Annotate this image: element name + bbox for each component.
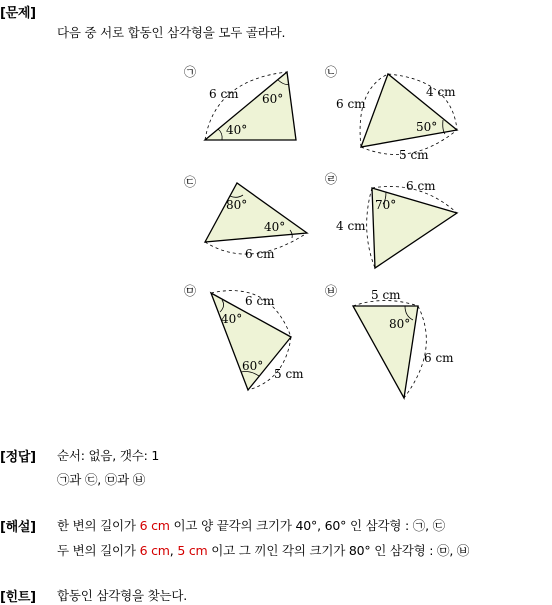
figure-d (325, 172, 457, 268)
figure-d-marker: ㉣ (325, 172, 338, 186)
hint-label: [힌트] (0, 590, 36, 605)
figure-f-label-right: 6 cm (424, 351, 454, 365)
figure-c-label-top-angle: 80° (226, 198, 248, 212)
figure-f-marker: ㉥ (325, 284, 338, 298)
figure-e-label-bottom-angle: 60° (242, 359, 264, 373)
explanation-label: [해설] (0, 520, 36, 535)
explanation-line-2-pre: 두 변의 길이가 (57, 543, 140, 558)
figure-c-label-bottom: 6 cm (245, 247, 275, 261)
figure-f-label-top: 5 cm (371, 288, 401, 302)
figure-e-label-right: 5 cm (274, 367, 304, 381)
figure-d-label-left: 4 cm (336, 219, 366, 233)
explanation-line-1-length: 6 cm (139, 518, 170, 533)
figure-c-label-right-angle: 40° (264, 220, 286, 234)
explanation-line-2-post: 이고 그 끼인 각의 크기가 80° 인 삼각형 : ㉤, ㉥ (207, 543, 470, 558)
figure-a-label-top-angle: 60° (262, 92, 284, 106)
problem-label: [문제] (0, 6, 36, 21)
figure-b-label-left: 6 cm (336, 97, 366, 111)
figure-e (184, 284, 304, 390)
figure-e-label-top-angle: 40° (221, 312, 243, 326)
explanation-line-2-length-1: 6 cm (139, 543, 170, 558)
figure-d-label-top: 6 cm (406, 179, 436, 193)
figure-c (184, 175, 307, 261)
explanation-line-1 (57, 516, 445, 534)
explanation-line-1-post: 이고 양 끝각의 크기가 40°, 60° 인 삼각형 : ㉠, ㉢ (169, 518, 445, 533)
figure-b (325, 65, 457, 162)
figure-b-label-angle: 50° (416, 120, 438, 134)
explanation-line-2 (57, 541, 469, 559)
figure-b-marker: ㉡ (325, 65, 338, 79)
answer-label: [정답] (0, 450, 36, 465)
figure-a (184, 65, 296, 140)
explanation-line-2-length-2: 5 cm (177, 543, 208, 558)
figure-a-marker: ㉠ (184, 65, 197, 79)
figure-f (325, 284, 454, 398)
problem-text: 다음 중 서로 합동인 삼각형을 모두 골라라. (57, 25, 286, 40)
figure-a-label-side: 6 cm (209, 87, 239, 101)
figure-f-label-angle: 80° (389, 317, 411, 331)
hint-text: 합동인 삼각형을 찾는다. (57, 588, 188, 603)
answer-line-1: 순서: 없음, 갯수: 1 (57, 448, 160, 463)
figure-d-label-angle: 70° (375, 198, 397, 212)
explanation-line-1-pre: 한 변의 길이가 (57, 518, 140, 533)
figure-a-label-left-angle: 40° (226, 123, 248, 137)
figure-e-marker: ㉤ (184, 284, 197, 298)
explanation-line-2-mid: , (169, 543, 178, 558)
figure-b-label-right: 4 cm (426, 85, 456, 99)
answer-line-2: ㉠과 ㉢, ㉤과 ㉥ (57, 472, 146, 487)
figure-c-marker: ㉢ (184, 175, 197, 189)
figure-b-label-bottom: 5 cm (399, 148, 429, 162)
figure-e-label-top: 6 cm (245, 294, 275, 308)
